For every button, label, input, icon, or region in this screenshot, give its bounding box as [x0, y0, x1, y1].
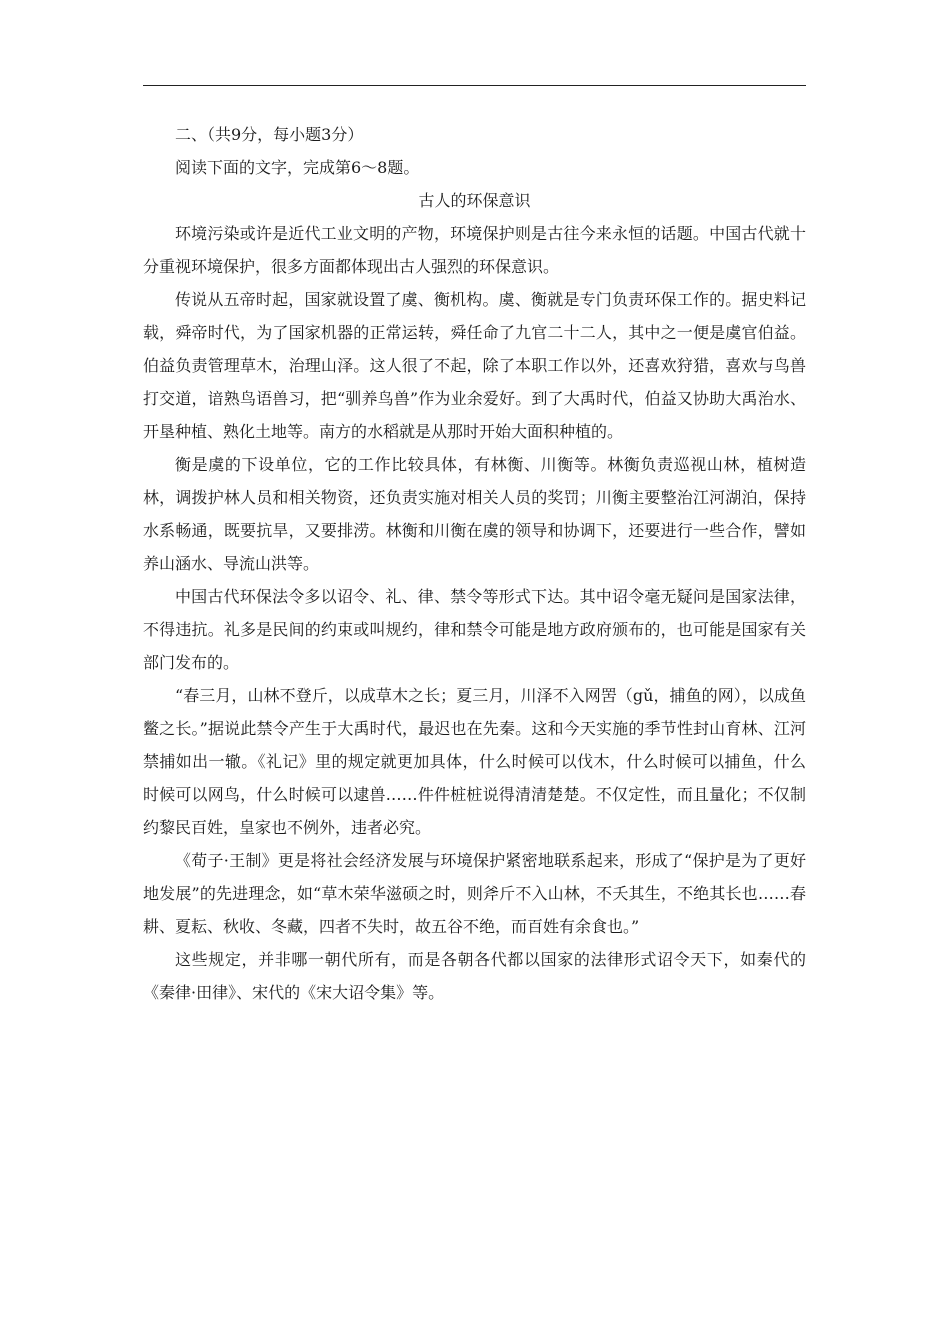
paragraph-7: 这些规定，并非哪一朝代所有，而是各朝各代都以国家的法律形式诏令天下，如秦代的《秦律·田律》、宋代的《宋大诏令集》等。 — [143, 950, 806, 1002]
instruction-text: 阅读下面的文字，完成第6～8题。 — [175, 158, 420, 177]
paragraph-5: “春三月，山林不登斤，以成草木之长；夏三月，川泽不入网罟（gǔ，捕鱼的网），以成鱼鳖之长。”据说此禁令产生于大禹时代，最迟也在先秦。这和今天实施的季节性封山育林、江河禁捕如出一辙。《礼记》里的规定就更加具体，什么时候可以伐木，什么时候可以捕鱼，什么时候可以网鸟，什么时候可以逮兽……件件桩桩说得清清楚楚。不仅定性，而且量化；不仅制约黎民百姓，皇家也不例外，违者必究。 — [143, 686, 806, 837]
paragraph-1: 环境污染或许是近代工业文明的产物，环境保护则是古往今来永恒的话题。中国古代就十分重视环境保护，很多方面都体现出古人强烈的环保意识。 — [143, 224, 806, 276]
section-header: 二、（共9分，每小题3分） — [175, 125, 364, 144]
document-body — [143, 118, 806, 1009]
paragraph-6: 《荀子·王制》更是将社会经济发展与环境保护紧密地联系起来，形成了“保护是为了更好地发展”的先进理念，如“草木荣华滋硕之时，则斧斤不入山林，不夭其生，不绝其长也……春耕、夏耘、秋收、冬藏，四者不失时，故五谷不绝，而百姓有余食也。” — [143, 851, 806, 936]
paragraph-3: 衡是虞的下设单位，它的工作比较具体，有林衡、川衡等。林衡负责巡视山林，植树造林，调拨护林人员和相关物资，还负责实施对相关人员的奖罚；川衡主要整治江河湖泊，保持水系畅通，既要抗旱，又要排涝。林衡和川衡在虞的领导和协调下，还要进行一些合作，譬如养山涵水、导流山洪等。 — [143, 455, 806, 573]
top-rule — [143, 85, 806, 86]
article-title: 古人的环保意识 — [418, 191, 531, 210]
paragraph-2: 传说从五帝时起，国家就设置了虞、衡机构。虞、衡就是专门负责环保工作的。据史料记载，舜帝时代，为了国家机器的正常运转，舜任命了九官二十二人，其中之一便是虞官伯益。伯益负责管理草木，治理山泽。这人很了不起，除了本职工作以外，还喜欢狩猎，喜欢与鸟兽打交道，谙熟鸟语兽习，把“驯养鸟兽”作为业余爱好。到了大禹时代，伯益又协助大禹治水、开垦种植、熟化土地等。南方的水稻就是从那时开始大面积种植的。 — [143, 290, 806, 441]
paragraph-4: 中国古代环保法令多以诏令、礼、律、禁令等形式下达。其中诏令毫无疑问是国家法律，不得违抗。礼多是民间的约束或叫规约，律和禁令可能是地方政府颁布的，也可能是国家有关部门发布的。 — [143, 587, 806, 672]
